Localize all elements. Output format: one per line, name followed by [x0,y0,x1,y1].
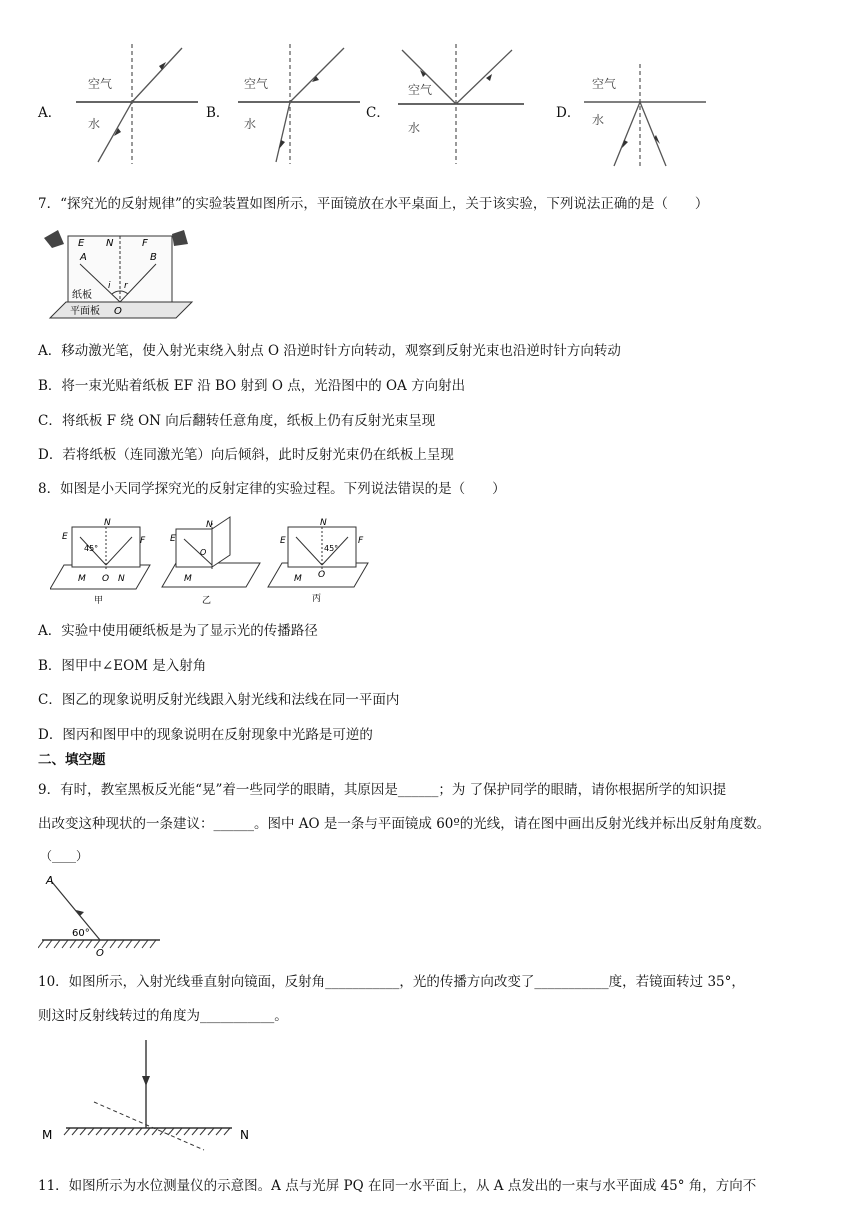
q9-label-a: A [46,874,54,887]
q7-stem: 7．“探究光的反射规律”的实验装置如图所示，平面镜放在水平桌面上，关于该实验，下列说法正确的是（ ） [38,196,709,212]
q9-figure [38,868,168,958]
water-label: 水 [592,113,605,127]
q8-yi-e: E [170,534,176,544]
q8-bing-e: E [280,536,286,546]
q6-option-d-label: D． [556,105,581,121]
q7-label-r: r [124,281,128,291]
q10-line1: 10．如图所示，入射光线垂直射向镜面，反射角___________，光的传播方向改变了___________度，若镜面转过 35°， [38,974,745,990]
q8-option-b: B．图甲中∠EOM 是入射角 [38,658,207,674]
q8-option-c: C．图乙的现象说明反射光线跟入射光线和法线在同一平面内 [38,692,400,708]
q8-stem: 8．如图是小天同学探究光的反射定律的实验过程。下列说法错误的是（ ） [38,481,506,497]
q6-option-c-label: C． [366,105,390,121]
q8-bing-angle: 45° [324,544,339,553]
q8-figure [50,515,370,607]
q8-yi-o: O [200,548,207,557]
q8-bing-o: O [318,570,326,580]
q8-option-a: A．实验中使用硬纸板是为了显示光的传播路径 [38,623,318,639]
q10-label-n: N [240,1128,249,1142]
q9-line2: 出改变这种现状的一条建议：______。图中 AO 是一条与平面镜成 60º的光线，请在图中画出反射光线并标出反射角度数。 [38,816,771,832]
q7-label-i: i [108,281,111,291]
q7-board-label: 纸板 [72,290,92,301]
q7-figure [44,226,194,326]
q10-line2: 则这时反射线转过的角度为___________。 [38,1008,288,1024]
q7-label-f: F [142,238,148,249]
air-label: 空气 [408,83,433,97]
q8-jia-e: E [62,532,68,542]
q8-bing-f: F [358,536,364,546]
q9-answer-blank: （____） [40,849,89,863]
air-label: 空气 [244,77,269,91]
q7-option-b: B．将一束光贴着纸板 EF 沿 BO 射到 O 点，光沿图中的 OA 方向射出 [38,378,466,394]
q8-jia-angle: 45° [84,544,99,553]
q7-label-n: N [106,238,114,249]
q8-jia-caption: 甲 [94,596,104,606]
q7-option-c: C．将纸板 F 绕 ON 向后翻转任意角度，纸板上仍有反射光束呈现 [38,413,436,429]
water-label: 水 [244,117,257,131]
q6-figure-c [394,42,534,167]
section-heading: 二、填空题 [38,752,106,768]
q7-label-e: E [78,238,85,249]
q7-option-d: D．若将纸板（连同激光笔）向后倾斜，此时反射光束仍在纸板上呈现 [38,447,454,463]
q10-figure [36,1036,266,1152]
air-label: 空气 [592,77,617,91]
q8-jia-n: N [104,518,111,528]
q10-label-m: M [42,1128,53,1142]
q6-figure-d [580,62,710,172]
water-label: 水 [408,121,421,135]
q8-jia-f: F [140,536,146,546]
q9-label-o: O [96,948,104,958]
q7-label-b: B [150,252,157,263]
q8-option-d: D．图丙和图甲中的现象说明在反射现象中光路是可逆的 [38,727,373,743]
q7-label-a: A [80,252,87,263]
q8-jia-n2: N [118,574,125,584]
q8-yi-m: M [184,574,192,584]
q11-line1: 11．如图所示为水位测量仪的示意图。A 点与光屏 PQ 在同一水平面上，从 A 点发出的一束与水平面成 45° 角，方向不 [38,1178,757,1194]
q7-label-o: O [114,306,122,317]
q6-option-b-label: B． [206,105,230,121]
q9-line1: 9．有时，教室黑板反光能“晃”着一些同学的眼睛，其原因是______；为 了保护同学的眼睛，请你根据所学的知识提 [38,782,727,798]
q8-bing-n: N [320,518,327,528]
q7-mirror-label: 平面板 [70,306,100,317]
q8-yi-caption: 乙 [202,596,212,606]
q8-yi-n: N [206,520,213,530]
q6-figure-b [232,42,362,167]
q8-bing-caption: 丙 [312,594,322,604]
q8-jia-m: M [78,574,86,584]
q7-option-a: A．移动激光笔，使入射光束绕入射点 O 沿逆时针方向转动，观察到反射光束也沿逆时针方向转动 [38,343,621,359]
q8-bing-m: M [294,574,302,584]
q6-option-a-label: A． [38,105,62,121]
water-label: 水 [88,117,101,131]
air-label: 空气 [88,77,113,91]
q6-figure-a [70,42,200,167]
q8-jia-o: O [102,574,110,584]
q9-angle-label: 60° [72,928,90,939]
